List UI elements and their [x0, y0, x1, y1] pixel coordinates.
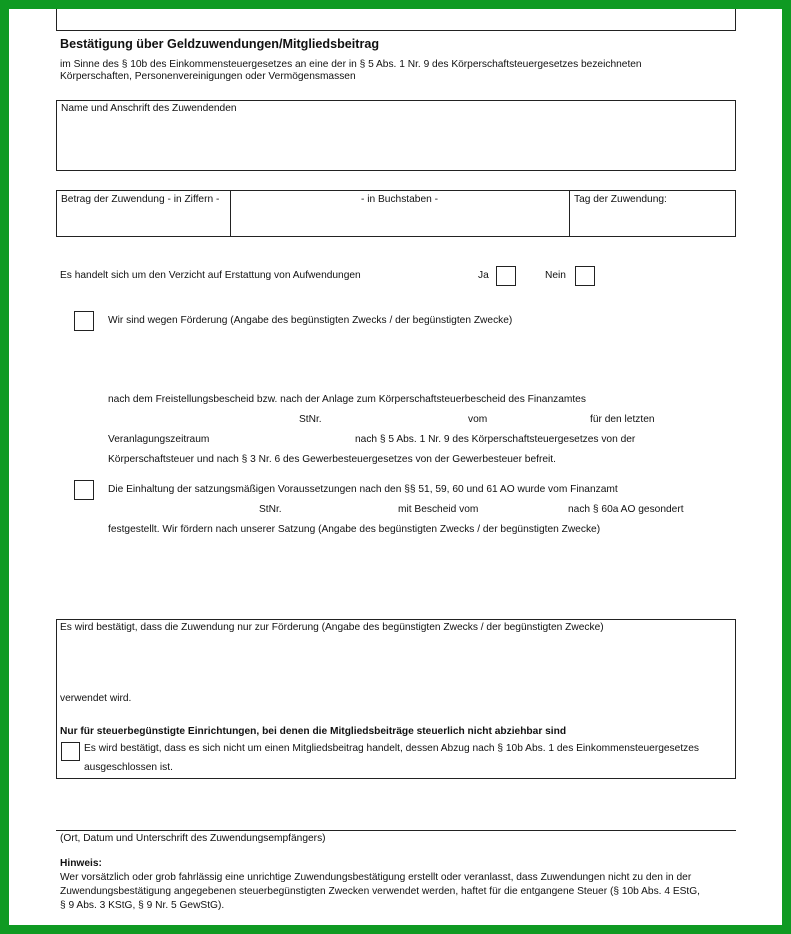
- confirmation-line1: Es wird bestätigt, dass die Zuwendung nur zur Förderung (Angabe des begünstigten Zwecks / der begünstigten Zwecke): [60, 622, 604, 633]
- membership-line2: ausgeschlossen ist.: [84, 762, 173, 773]
- option1-line1: nach dem Freistellungsbescheid bzw. nach der Anlage zum Körperschaftsteuerbescheid des Finanzamtes: [108, 394, 586, 405]
- confirmation-used: verwendet wird.: [60, 693, 132, 704]
- option2-bescheid: mit Bescheid vom: [398, 504, 479, 515]
- confirmation-box: [56, 619, 736, 779]
- option2-stnr: StNr.: [259, 504, 282, 515]
- option2-text: Die Einhaltung der satzungsmäßigen Voraussetzungen nach den §§ 51, 59, 60 und 61 AO wurde vom Finanzamt: [108, 484, 618, 495]
- option1-stnr: StNr.: [299, 414, 322, 425]
- notice-line2: Zuwendungsbestätigung angegebenen steuerbegünstigten Zwecken verwendet werden, haftet für die entgangene Steuer (§ 10b Abs. 4 EStG,: [60, 886, 700, 897]
- page-title: Bestätigung über Geldzuwendungen/Mitgliedsbeitrag: [60, 37, 380, 51]
- signature-line: [56, 830, 736, 831]
- option1-line4: Körperschaftsteuer und nach § 3 Nr. 6 des Gewerbesteuergesetzes von der Gewerbesteuer befreit.: [108, 454, 556, 465]
- donor-box-label: Name und Anschrift des Zuwendenden: [61, 103, 237, 114]
- option1-nach-kst: nach § 5 Abs. 1 Nr. 9 des Körperschaftsteuergesetzes von der: [355, 434, 636, 445]
- option2-nach60a: nach § 60a AO gesondert: [568, 504, 684, 515]
- form-page: [9, 9, 782, 925]
- amount-table: [56, 190, 736, 237]
- donor-name-address-box[interactable]: [56, 100, 736, 171]
- amount-table-divider-2: [569, 191, 570, 236]
- amount-letters-label: - in Buchstaben -: [361, 194, 439, 205]
- option1-text: Wir sind wegen Förderung (Angabe des begünstigten Zwecks / der begünstigten Zwecke): [108, 315, 513, 326]
- waiver-no-checkbox[interactable]: [575, 266, 595, 286]
- waiver-question: Es handelt sich um den Verzicht auf Erstattung von Aufwendungen: [60, 270, 361, 281]
- waiver-yes-checkbox[interactable]: [496, 266, 516, 286]
- option2-line3: festgestellt. Wir fördern nach unserer Satzung (Angabe des begünstigten Zwecks / der begünstigten Zwecke): [108, 524, 601, 535]
- option1-checkbox[interactable]: [74, 311, 94, 331]
- notice-line1: Wer vorsätzlich oder grob fahrlässig eine unrichtige Zuwendungsbestätigung erstellt oder veranlasst, dass Zuwendungen nicht zu den in der: [60, 872, 692, 883]
- waiver-yes-label: Ja: [478, 270, 489, 281]
- intro-line-2: Körperschaften, Personenvereinigungen oder Vermögensmassen: [60, 71, 356, 82]
- amount-figures-label: Betrag der Zuwendung - in Ziffern -: [61, 194, 220, 205]
- notice-line3: § 9 Abs. 3 KStG, § 9 Nr. 5 GewStG).: [60, 900, 225, 911]
- intro-line-1: im Sinne des § 10b des Einkommensteuergesetzes an eine der in § 5 Abs. 1 Nr. 9 des Körperschaftsteuergesetzes bezeichneten: [60, 59, 642, 70]
- donation-date-label: Tag der Zuwendung:: [574, 194, 667, 205]
- top-box: [56, 9, 736, 31]
- membership-line1: Es wird bestätigt, dass es sich nicht um einen Mitgliedsbeitrag handelt, dessen Abzug nach § 10b Abs. 1 des Einkommensteuergesetzes: [84, 743, 699, 754]
- membership-note: Nur für steuerbegünstigte Einrichtungen, bei denen die Mitgliedsbeiträge steuerlich nicht abziehbar sind: [60, 726, 567, 737]
- amount-table-divider-1: [230, 191, 231, 236]
- waiver-no-label: Nein: [545, 270, 566, 281]
- signature-caption: (Ort, Datum und Unterschrift des Zuwendungsempfängers): [60, 833, 326, 844]
- membership-checkbox[interactable]: [61, 742, 80, 761]
- notice-heading: Hinweis:: [60, 858, 102, 869]
- option1-veranlagung: Veranlagungszeitraum: [108, 434, 210, 445]
- option1-letzten: für den letzten: [590, 414, 655, 425]
- option1-vom: vom: [468, 414, 488, 425]
- option2-checkbox[interactable]: [74, 480, 94, 500]
